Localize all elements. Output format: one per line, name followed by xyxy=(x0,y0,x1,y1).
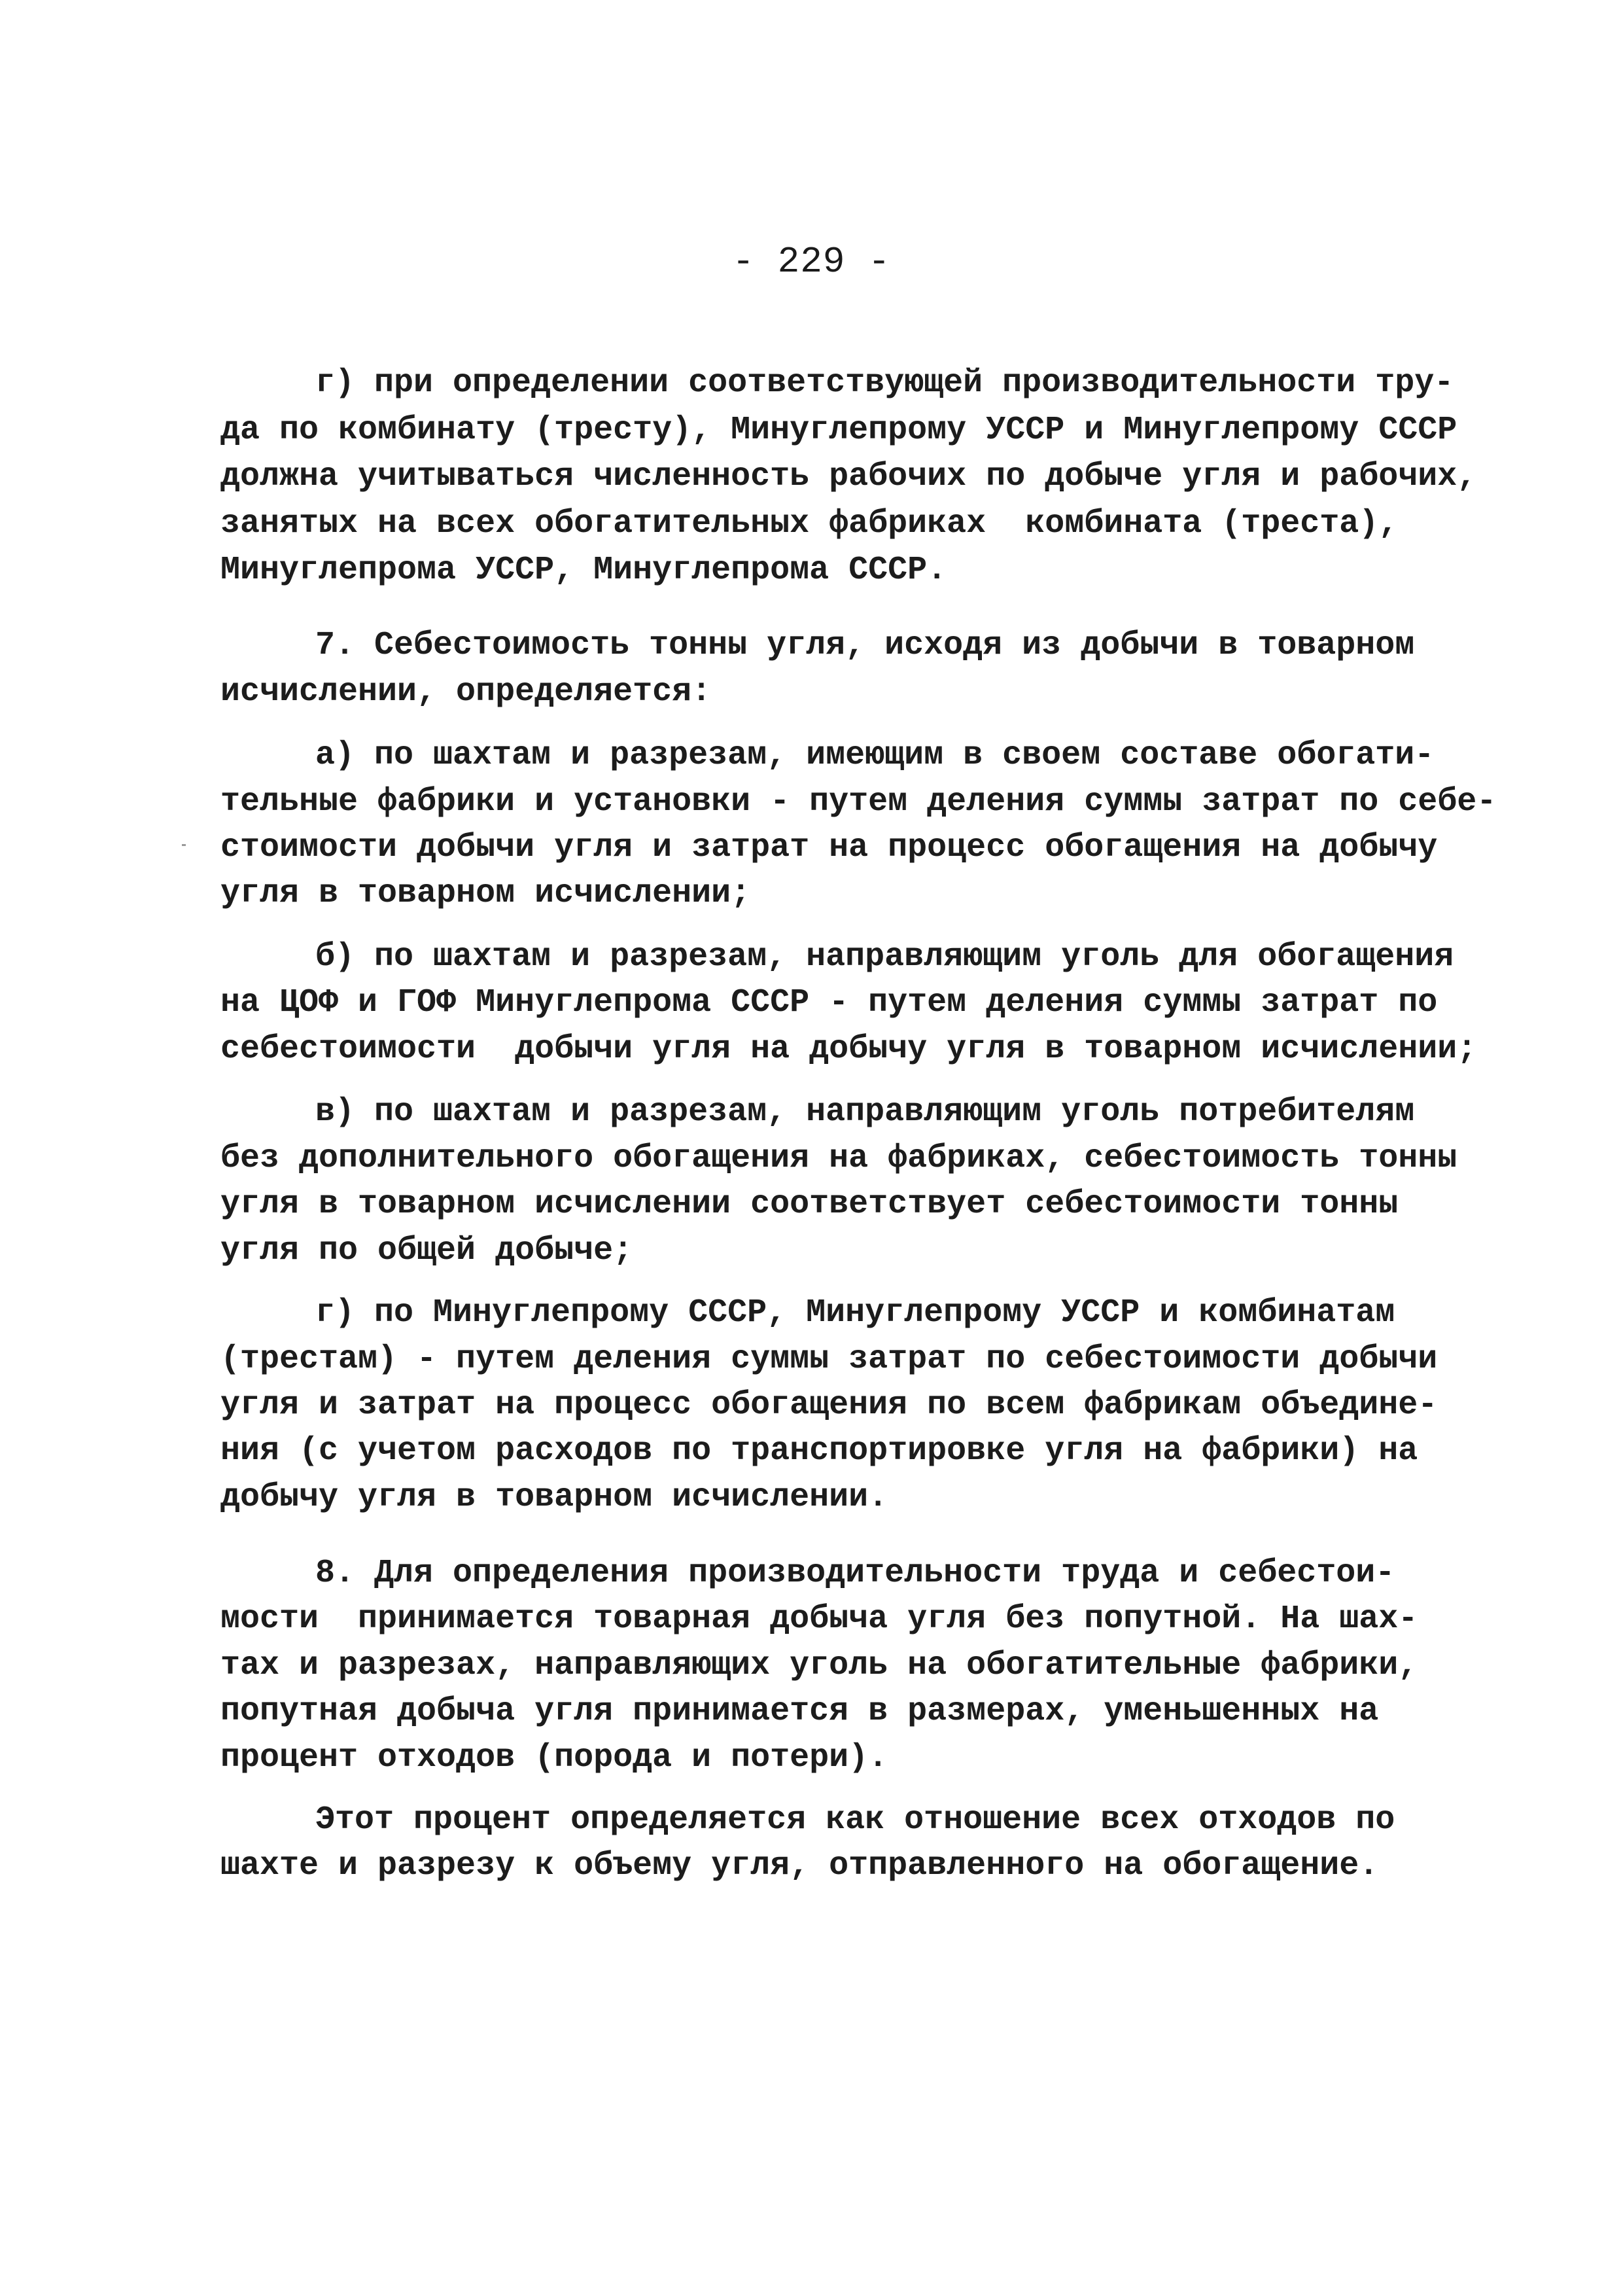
text-line: Этот процент определяется как отношение всех отходов по xyxy=(315,1801,1395,1839)
text-line: исчислении, определяется: xyxy=(220,673,712,711)
text-line: да по комбинату (тресту), Минуглепрому УССР и Минуглепрому СССР xyxy=(220,412,1457,449)
text-line: а) по шахтам и разрезам, имеющим в своем составе обогати- xyxy=(315,737,1435,774)
text-line: попутная добыча угля принимается в размерах, уменьшенных на xyxy=(220,1693,1379,1730)
scan-artifact xyxy=(182,844,186,846)
text-line: должна учитываться численность рабочих по добыче угля и рабочих, xyxy=(220,458,1477,495)
text-line: (трестам) - путем деления суммы затрат по себестоимости добычи xyxy=(220,1341,1438,1378)
text-line: стоимости добычи угля и затрат на процесс обогащения на добычу xyxy=(220,829,1438,866)
text-line: угля в товарном исчислении; xyxy=(220,875,751,912)
text-line: на ЦОФ и ГОФ Минуглепрома СССР - путем деления суммы затрат по xyxy=(220,984,1438,1021)
text-line: процент отходов (порода и потери). xyxy=(220,1739,888,1776)
text-line: б) по шахтам и разрезам, направляющим уголь для обогащения xyxy=(315,938,1454,976)
text-line: без дополнительного обогащения на фабриках, себестоимость тонны xyxy=(220,1140,1457,1177)
page-number: - 229 - xyxy=(732,241,891,283)
text-line: г) при определении соответствующей производительности тру- xyxy=(315,364,1454,402)
text-line: себестоимости добычи угля на добычу угля в товарном исчислении; xyxy=(220,1031,1477,1068)
text-line: мости принимается товарная добыча угля без попутной. На шах- xyxy=(220,1600,1418,1638)
text-line: 7. Себестоимость тонны угля, исходя из добычи в товарном xyxy=(315,627,1415,664)
text-line: добычу угля в товарном исчислении. xyxy=(220,1479,888,1516)
text-line: угля в товарном исчислении соответствует себестоимости тонны xyxy=(220,1186,1399,1223)
text-line: занятых на всех обогатительных фабриках комбината (треста), xyxy=(220,505,1399,542)
text-line: ния (с учетом расходов по транспортировке угля на фабрики) на xyxy=(220,1432,1418,1470)
text-line: угля и затрат на процесс обогащения по всем фабрикам объедине- xyxy=(220,1386,1438,1424)
text-line: в) по шахтам и разрезам, направляющим уголь потребителям xyxy=(315,1093,1415,1131)
text-line: г) по Минуглепрому СССР, Минуглепрому УССР и комбинатам xyxy=(315,1294,1395,1332)
text-line: тах и разрезах, направляющих уголь на обогатительные фабрики, xyxy=(220,1647,1418,1684)
text-line: угля по общей добыче; xyxy=(220,1232,633,1269)
text-line: тельные фабрики и установки - путем деления суммы затрат по себе- xyxy=(220,783,1497,821)
text-line: шахте и разрезу к объему угля, отправленного на обогащение. xyxy=(220,1847,1379,1884)
text-line: Минуглепрома УССР, Минуглепрома СССР. xyxy=(220,552,947,589)
text-line: 8. Для определения производительности труда и себестои- xyxy=(315,1555,1395,1592)
